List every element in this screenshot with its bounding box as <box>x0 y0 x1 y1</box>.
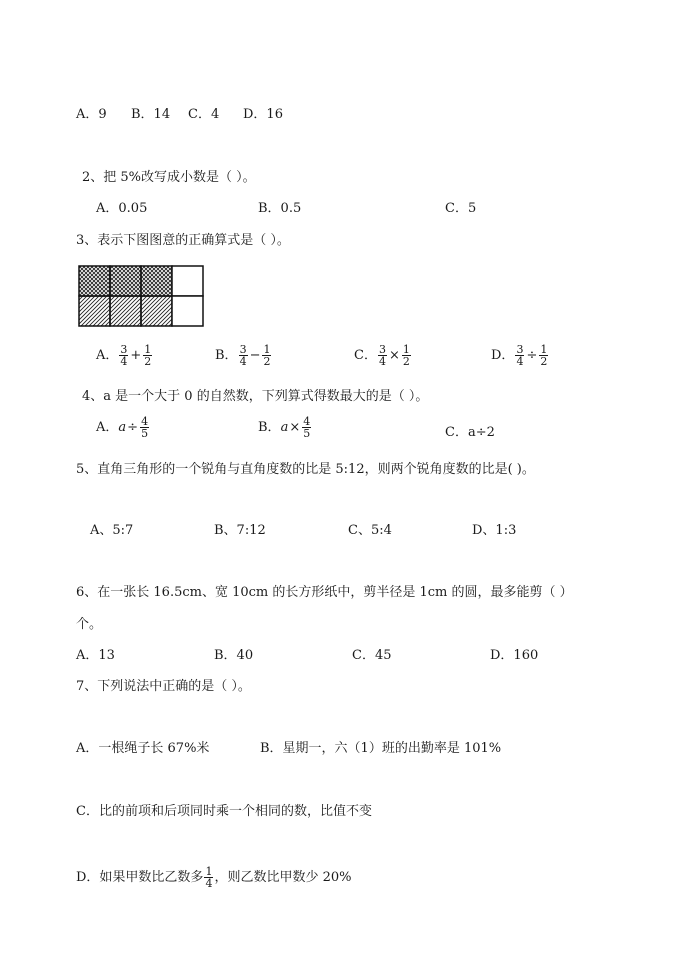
q4-option-b: B．a× $\frac{4}{5}$ <box>258 415 311 440</box>
q2-option-b: B．0.5 <box>258 201 302 216</box>
q2-option-c: C．5 <box>445 201 477 216</box>
grid-cell-shaded <box>79 266 110 296</box>
q6-option-d: D．160 <box>490 648 539 663</box>
q3-stem: 3、表示下图图意的正确算式是（ ）。 <box>76 233 290 248</box>
q3-option-d: D． $\frac{3}{4}$ ÷ $\frac{1}{2}$ <box>491 343 548 368</box>
q0-option-d: D．16 <box>243 107 283 122</box>
q4-option-c: C．a÷2 <box>445 425 495 440</box>
grid-cell-hatched <box>141 296 172 326</box>
grid-cell-hatched <box>110 296 141 326</box>
q6-option-b: B．40 <box>214 648 254 663</box>
grid-cell-hatched <box>79 296 110 326</box>
q3-option-b: B． $\frac{3}{4}$ − $\frac{1}{2}$ <box>215 343 271 368</box>
q0-option-a: A．9 <box>76 107 107 122</box>
q0-option-c: C．4 <box>188 107 220 122</box>
q7-option-c: C．比的前项和后项同时乘一个相同的数，比值不变 <box>76 804 372 819</box>
grid-cell-empty <box>172 296 203 326</box>
q6-option-c: C．45 <box>352 648 392 663</box>
q7-option-d: D．如果甲数比乙数多 $\frac{1}{4}$ ，则乙数比甲数少 20% <box>76 865 352 890</box>
q5-option-b: B、7:12 <box>214 523 266 538</box>
q6-stem: 6、在一张长 16.5cm、宽 10cm 的长方形纸中，剪半径是 1cm 的圆，最多能剪（ ） <box>76 585 573 600</box>
q6-stem-continued: 个。 <box>76 617 103 632</box>
q4-option-a: A．a÷ $\frac{4}{5}$ <box>96 415 149 440</box>
q5-option-a: A、5:7 <box>90 523 134 538</box>
q3-option-c: C． $\frac{3}{4}$ × $\frac{1}{2}$ <box>354 343 410 368</box>
q5-option-c: C、5:4 <box>348 523 392 538</box>
q4-stem: 4、a 是一个大于 0 的自然数，下列算式得数最大的是（ ）。 <box>82 389 429 404</box>
q6-option-a: A．13 <box>76 648 115 663</box>
q3-option-a: A． $\frac{3}{4}$ + $\frac{1}{2}$ <box>96 343 152 368</box>
q7-option-b: B．星期一，六（1）班的出勤率是 101% <box>260 741 502 756</box>
grid-cell-shaded <box>110 266 141 296</box>
grid-cell-empty <box>172 266 203 296</box>
q2-option-a: A．0.05 <box>96 201 148 216</box>
q7-option-a: A．一根绳子长 67%米 <box>76 741 210 756</box>
q0-option-b: B．14 <box>131 107 171 122</box>
q2-stem: 2、把 5%改写成小数是（ ）。 <box>82 170 256 185</box>
q5-option-d: D、1:3 <box>472 523 517 538</box>
q3-fraction-grid-figure <box>78 265 204 327</box>
q5-stem: 5、直角三角形的一个锐角与直角度数的比是 5:12，则两个锐角度数的比是( )。 <box>76 462 535 477</box>
q7-stem: 7、下列说法中正确的是（ ）。 <box>76 679 251 694</box>
grid-cell-shaded <box>141 266 172 296</box>
